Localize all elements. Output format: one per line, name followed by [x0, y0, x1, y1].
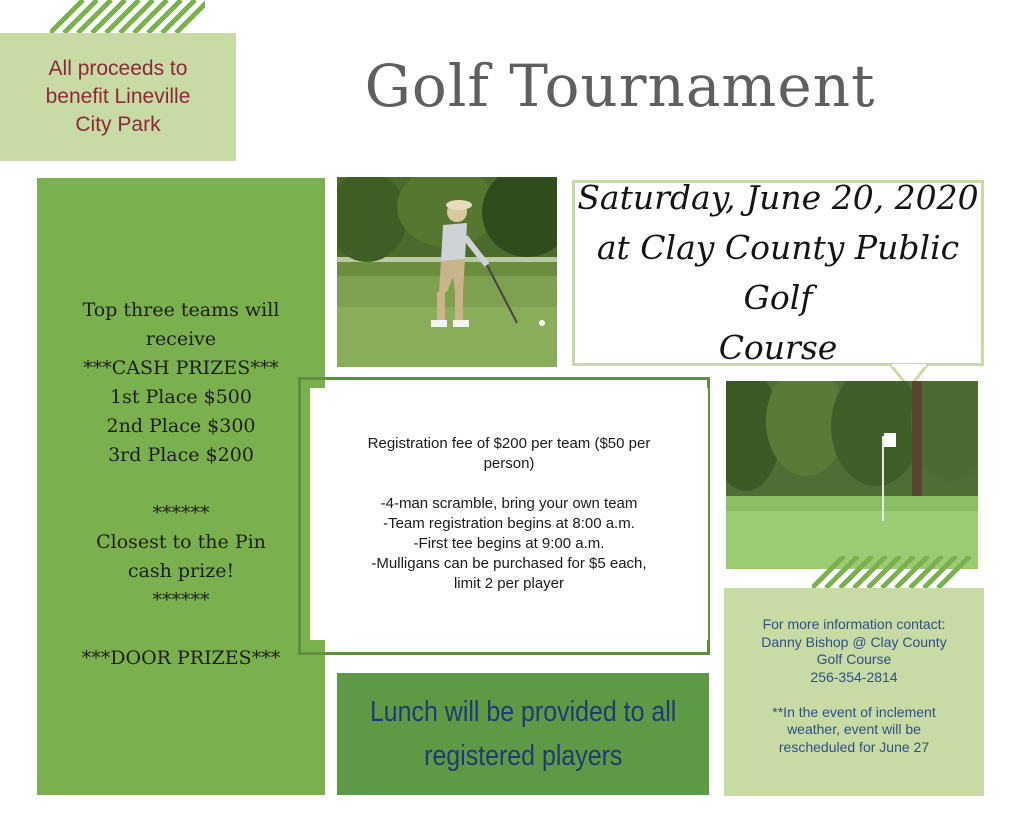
contact-name: Danny Bishop @ Clay County: [761, 633, 947, 650]
proceeds-banner: [0, 33, 236, 161]
prizes-intro-1: Top three teams will: [82, 299, 280, 321]
rule-mulligans: -Mulligans can be purchased for $5 each,: [371, 555, 647, 572]
door-prizes: ***DOOR PRIZES***: [81, 647, 281, 669]
first-place-prize: 1st Place $500: [110, 386, 252, 408]
rule-scramble: -4-man scramble, bring your own team: [380, 495, 638, 512]
registration-info: [310, 388, 708, 640]
lunch-line-1: Lunch will be provided to all: [369, 696, 677, 728]
separator-2: ******: [152, 589, 210, 611]
weather-note-3: rescheduled for June 27: [778, 738, 930, 755]
rule-first-tee: -First tee begins at 9:00 a.m.: [413, 535, 605, 552]
prizes-panel: [37, 178, 325, 795]
registration-fee-2: person): [483, 455, 535, 472]
proceeds-line-2: benefit Lineville: [45, 85, 191, 108]
contact-info: [724, 588, 984, 796]
cash-prizes-heading: ***CASH PRIZES***: [83, 357, 279, 379]
lunch-line-2: registered players: [423, 740, 623, 772]
event-date-bubble: [572, 180, 984, 366]
third-place-prize: 3rd Place $200: [108, 444, 254, 466]
event-location-2: Course: [718, 328, 838, 367]
golf-green-flag-photo: [726, 381, 978, 569]
weather-note-2: weather, event will be: [787, 721, 921, 737]
decorative-stripes-top: [50, 0, 205, 33]
lunch-banner: [337, 673, 709, 795]
decorative-stripes-right: [812, 556, 972, 588]
event-location-1: at Clay County Public Golf: [596, 228, 960, 317]
proceeds-line-1: All proceeds to: [48, 57, 188, 80]
event-date: Saturday, June 20, 2020: [577, 178, 979, 217]
prizes-intro-2: receive: [145, 328, 217, 350]
second-place-prize: 2nd Place $300: [106, 415, 256, 437]
contact-phone: 256-354-2814: [810, 668, 898, 685]
contact-heading: For more information contact:: [762, 616, 946, 632]
contact-place: Golf Course: [816, 651, 892, 667]
weather-note-1: **In the event of inclement: [772, 703, 936, 720]
separator-1: ******: [152, 502, 210, 524]
closest-pin-line-1: Closest to the Pin: [96, 531, 266, 553]
closest-pin-line-2: cash prize!: [127, 560, 235, 582]
proceeds-line-3: City Park: [75, 113, 161, 136]
page-title: Golf Tournament: [364, 52, 876, 120]
rule-team-registration: -Team registration begins at 8:00 a.m.: [383, 515, 635, 532]
rule-mulligans-limit: limit 2 per player: [453, 575, 565, 592]
golfer-swing-photo: [337, 177, 557, 367]
registration-fee-1: Registration fee of $200 per team ($50 per: [367, 435, 651, 452]
